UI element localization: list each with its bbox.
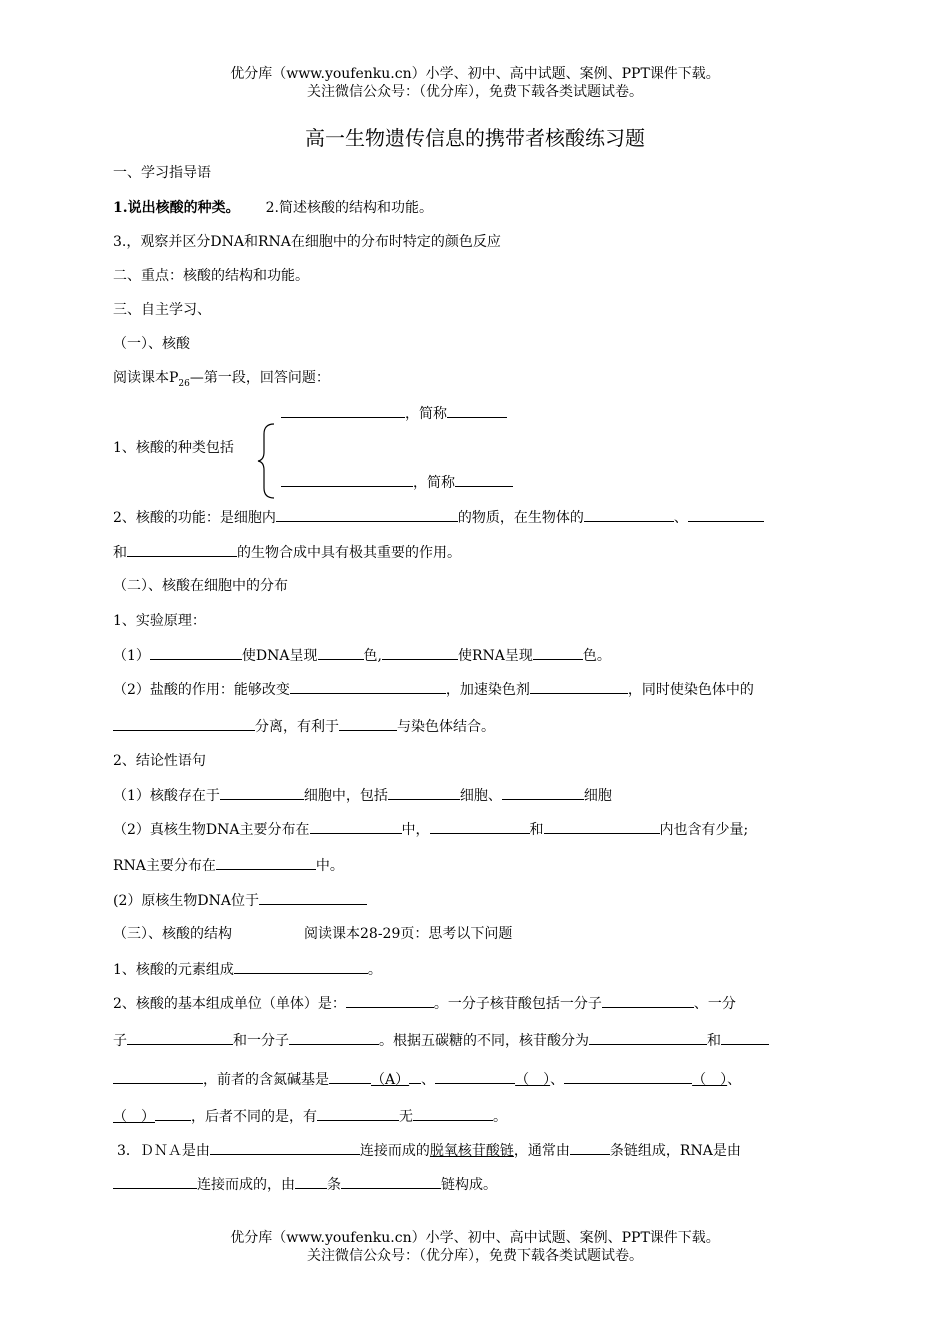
blank[interactable] [584, 507, 674, 522]
principle-1 [113, 645, 611, 666]
text: 和 [113, 545, 127, 561]
text: ，通常由 [513, 1143, 570, 1159]
blank-paren: （ ） [515, 1072, 551, 1088]
section-2-heading: 二、重点：核酸的结构和功能。 [113, 268, 309, 284]
blank[interactable] [544, 819, 660, 834]
structure-q2-line-4 [113, 1106, 507, 1127]
reading-pre: 阅读课本P [113, 370, 179, 386]
blank[interactable] [150, 645, 242, 660]
blank-paren: （ ） [692, 1072, 728, 1088]
text: 细胞 [583, 788, 612, 804]
text: 、 [550, 1072, 565, 1088]
structure-q3-line-2 [113, 1174, 497, 1195]
part-3-heading: （三）、核酸的结构 [113, 926, 232, 942]
text: 和 [529, 822, 544, 838]
text: 2、核酸的基本组成单位（单体）是： [113, 996, 346, 1012]
text: 。根据五碳糖的不同，核苷酸分为 [379, 1033, 589, 1049]
text: （2）盐酸的作用：能够改变 [113, 682, 290, 698]
structure-q2-line-1 [113, 993, 736, 1014]
text: ，同时使染色体中的 [627, 682, 754, 698]
blank[interactable] [329, 1069, 371, 1084]
abbr-label-1: ，简称 [405, 406, 447, 422]
deoxy-chain-term: 脱氧核苷酸链 [429, 1143, 514, 1159]
text: 细胞中，包括 [303, 788, 388, 804]
blank[interactable] [310, 819, 402, 834]
blank[interactable] [530, 679, 628, 694]
blank[interactable] [234, 959, 368, 974]
text: （2）真核生物DNA主要分布在 [113, 822, 310, 838]
blank[interactable] [155, 1106, 191, 1121]
type-1-blank[interactable] [281, 403, 405, 418]
text: 的生物合成中具有极其重要的作用。 [237, 545, 461, 561]
part-3-heading-line [113, 924, 512, 944]
blank[interactable] [113, 716, 255, 731]
reading-instruction [113, 368, 330, 394]
blank[interactable] [220, 785, 304, 800]
blank[interactable] [589, 1030, 707, 1045]
text: 连接而成的 [359, 1143, 430, 1159]
structure-q2-line-3 [113, 1069, 741, 1090]
text: 使DNA呈现 [241, 648, 318, 664]
text: 与染色体结合。 [397, 719, 495, 735]
blank[interactable] [430, 819, 530, 834]
text: 、一分 [693, 996, 736, 1012]
text: ，加速染色剂 [445, 682, 530, 698]
blank[interactable] [570, 1140, 610, 1155]
header-line-1: 优分库（www.youfenku.cn）小学、初中、高中试题、案例、PPT课件下载。 [230, 66, 720, 82]
text: 和一分子 [233, 1033, 289, 1049]
text: （1）核酸存在于 [113, 788, 220, 804]
blank[interactable] [721, 1030, 769, 1045]
objective-1: 1.说出核酸的种类。 [113, 200, 240, 216]
header-line-2: 关注微信公众号：（优分库），免费下载各类试题试卷。 [307, 84, 643, 100]
section-1-heading: 一、学习指导语 [113, 165, 211, 181]
blank[interactable] [346, 993, 434, 1008]
text: RNA主要分布在 [113, 858, 216, 874]
text: 链构成。 [441, 1177, 497, 1193]
blank[interactable] [435, 1069, 515, 1084]
blank[interactable] [409, 1069, 421, 1084]
text: 条链组成，RNA是由 [609, 1143, 741, 1159]
q2-function-line-1 [113, 507, 764, 528]
blank[interactable] [413, 1106, 493, 1121]
q2-function-line-2 [113, 542, 461, 563]
text: 、 [727, 1072, 742, 1088]
blank[interactable] [216, 855, 316, 870]
text: 和 [707, 1033, 721, 1049]
objective-3: 3.，观察并区分DNA和RNA在细胞中的分布时特定的颜色反应 [113, 234, 501, 250]
structure-q2-line-2 [113, 1030, 769, 1051]
principle-heading: 1、实验原理： [113, 613, 206, 629]
reading-page: 26 [178, 378, 190, 389]
text: （1） [113, 648, 150, 664]
text: 色。 [582, 648, 611, 664]
text: 细胞、 [459, 788, 502, 804]
text: ，前者的含氮碱基是 [203, 1072, 329, 1088]
structure-q3-line-1 [117, 1140, 741, 1161]
text: 、 [673, 510, 688, 526]
text: 分离，有利于 [255, 719, 339, 735]
text: 条 [327, 1177, 341, 1193]
principle-2-line-1 [113, 679, 754, 700]
blank[interactable] [210, 1140, 360, 1155]
blank[interactable] [113, 1174, 197, 1189]
objectives-line [113, 198, 433, 218]
blank[interactable] [388, 785, 460, 800]
text: 2、核酸的功能：是细胞内 [113, 510, 276, 526]
text: 内也含有少量; [659, 822, 749, 838]
principle-2-line-2 [113, 716, 495, 737]
text: 中， [401, 822, 430, 838]
text: 子 [113, 1033, 127, 1049]
blank[interactable] [564, 1069, 692, 1084]
reading-post: —第一段，回答问题： [189, 370, 330, 386]
abbr-1-blank[interactable] [447, 403, 507, 418]
page-title: 高一生物遗传信息的携带者核酸练习题 [305, 126, 645, 150]
brace-icon [256, 422, 276, 500]
q1-types-label: 1、核酸的种类包括 [113, 440, 234, 456]
conclusion-3 [113, 890, 367, 911]
text: 使RNA呈现 [457, 648, 533, 664]
blank[interactable] [318, 645, 364, 660]
blank-paren: （ ） [113, 1109, 155, 1125]
section-3-heading: 三、自主学习、 [113, 302, 211, 318]
text: 中。 [315, 858, 344, 874]
blank[interactable] [259, 890, 367, 905]
blank[interactable] [295, 1174, 327, 1189]
type-1-line [281, 403, 507, 424]
blank[interactable] [113, 1069, 203, 1084]
blank[interactable] [688, 507, 764, 522]
base-a: （A） [371, 1072, 410, 1088]
type-2-line [281, 472, 513, 493]
text: 的物质，在生物体的 [457, 510, 584, 526]
type-2-blank[interactable] [281, 472, 413, 487]
text: (2）原核生物DNA位于 [113, 893, 259, 909]
abbr-2-blank[interactable] [455, 472, 513, 487]
objective-2: 2.简述核酸的结构和功能。 [265, 200, 433, 216]
part-2-heading: （二）、核酸在细胞中的分布 [113, 578, 288, 594]
text: 连接而成的，由 [197, 1177, 295, 1193]
blank[interactable] [533, 645, 583, 660]
abbr-label-2: ，简称 [413, 475, 455, 491]
footer-line-2: 关注微信公众号：（优分库），免费下载各类试题试卷。 [307, 1248, 643, 1264]
conclusion-2-line-2 [113, 855, 344, 876]
blank[interactable] [341, 1174, 441, 1189]
part-1-heading: （一）、核酸 [113, 336, 190, 352]
text: 。 [493, 1109, 507, 1125]
blank[interactable] [317, 1106, 399, 1121]
part-3-reading: 阅读课本28-29页：思考以下问题 [304, 926, 513, 942]
conclusion-heading: 2、结论性语句 [113, 753, 206, 769]
text: 1、核酸的元素组成 [113, 962, 234, 978]
text: 。一分子核苷酸包括一分子 [433, 996, 602, 1012]
blank[interactable] [127, 542, 237, 557]
blank[interactable] [502, 785, 584, 800]
blank[interactable] [289, 1030, 379, 1045]
text: ，后者不同的是，有 [191, 1109, 317, 1125]
blank[interactable] [382, 645, 458, 660]
text: 。 [367, 962, 382, 978]
text: 无 [399, 1109, 413, 1125]
text: 、 [421, 1072, 436, 1088]
conclusion-2-line-1 [113, 819, 748, 840]
text: 色, [363, 648, 382, 664]
blank[interactable] [276, 507, 458, 522]
blank[interactable] [602, 993, 694, 1008]
text: 3．ＤＮＡ是由 [117, 1143, 210, 1159]
footer-line-1: 优分库（www.youfenku.cn）小学、初中、高中试题、案例、PPT课件下载。 [230, 1230, 720, 1246]
blank[interactable] [290, 679, 446, 694]
blank[interactable] [339, 716, 397, 731]
structure-q1 [113, 959, 382, 980]
conclusion-1 [113, 785, 612, 806]
blank[interactable] [127, 1030, 233, 1045]
